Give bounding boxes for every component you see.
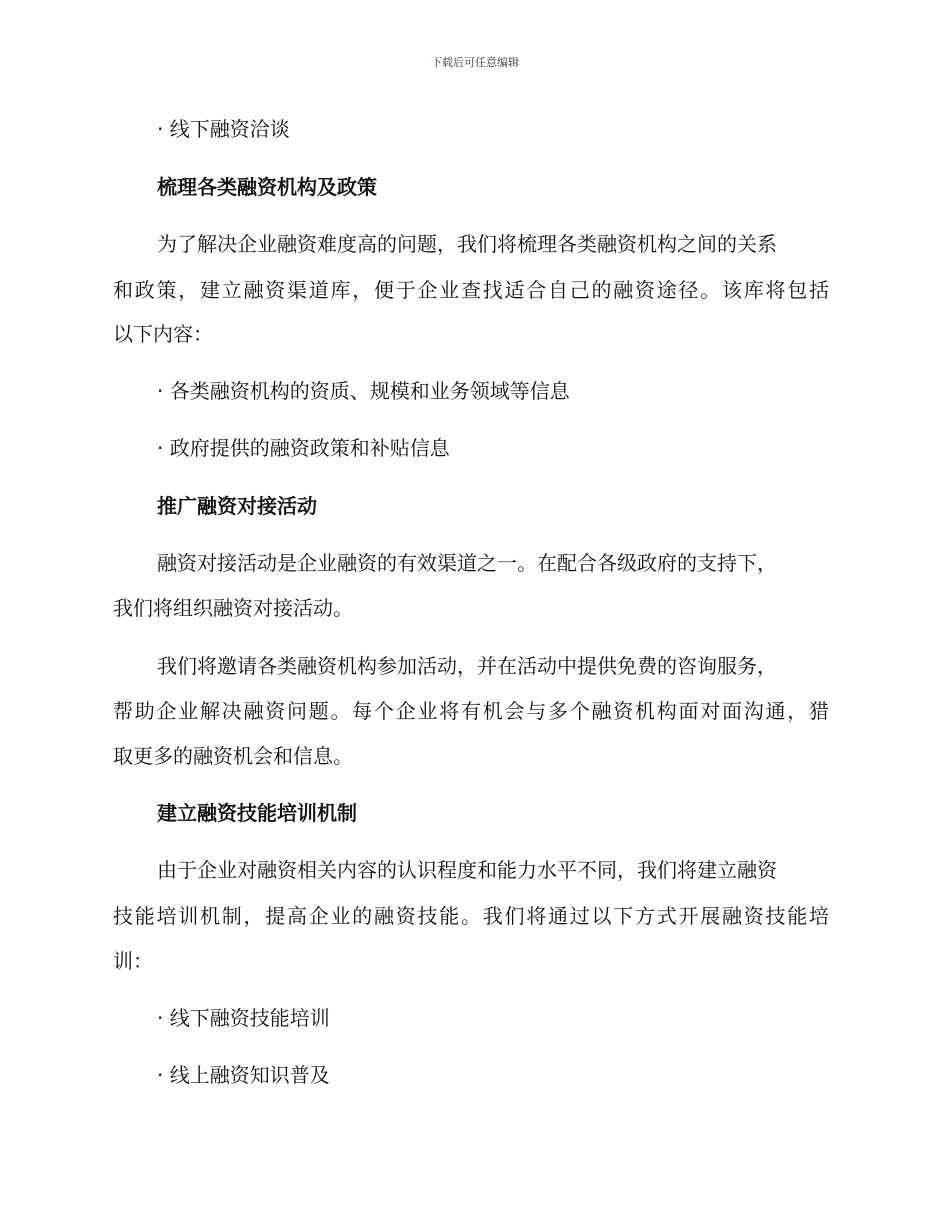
section-heading-matchmaking: 推广融资对接活动 [157,494,317,518]
paragraph-line: 和政策，建立融资渠道库，便于企业查找适合自己的融资途径。该库将包括 [113,278,829,302]
bullet-offline-negotiation: · 线下融资洽谈 [157,117,290,141]
paragraph-line: 帮助企业解决融资问题。每个企业将有机会与多个融资机构面对面沟通，猎 [113,699,829,723]
paragraph-line: 训： [113,949,153,973]
paragraph-line: 为了解决企业融资难度高的问题，我们将梳理各类融资机构之间的关系 [157,232,777,256]
paragraph-line: 我们将邀请各类融资机构参加活动，并在活动中提供免费的咨询服务， [157,654,777,678]
paragraph-line: 由于企业对融资相关内容的认识程度和能力水平不同，我们将建立融资 [157,858,777,882]
section-heading-training: 建立融资技能培训机制 [157,801,357,825]
section-heading-institutions-policies: 梳理各类融资机构及政策 [157,175,377,199]
bullet-policy-info: · 政府提供的融资政策和补贴信息 [157,436,450,460]
paragraph-line: 我们将组织融资对接活动。 [113,596,353,620]
bullet-institution-info: · 各类融资机构的资质、规模和业务领域等信息 [157,379,570,403]
paragraph-line: 取更多的融资机会和信息。 [113,744,353,768]
paragraph-line: 技能培训机制，提高企业的融资技能。我们将通过以下方式开展融资技能培 [113,904,829,928]
paragraph-line: 融资对接活动是企业融资的有效渠道之一。在配合各级政府的支持下， [157,551,777,575]
paragraph-line: 以下内容： [113,322,213,346]
bullet-online-knowledge: · 线上融资知识普及 [157,1063,330,1087]
bullet-offline-training: · 线下融资技能培训 [157,1006,330,1030]
header-note: 下载后可任意编辑 [431,56,519,69]
